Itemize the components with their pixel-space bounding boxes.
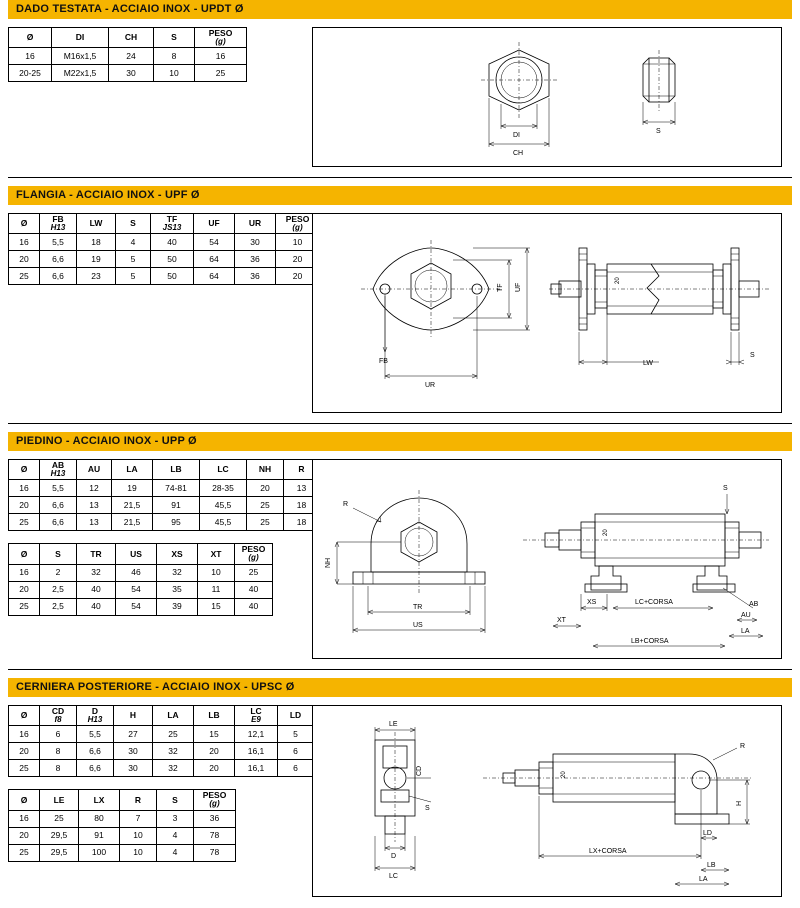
cell: 20: [9, 743, 40, 760]
col-head-sub: E9: [251, 714, 261, 724]
table-row: [9, 48, 247, 65]
table-row: [9, 564, 273, 581]
cell: 27: [114, 726, 153, 743]
dim-label-LA: LA: [741, 628, 750, 635]
col-head-main: CD: [51, 706, 65, 716]
tables-cerniera: [8, 697, 308, 862]
cell: 18: [284, 514, 320, 531]
cell: 16,1: [235, 743, 278, 760]
dim-label-D: D: [391, 853, 397, 860]
cell: 91: [153, 497, 200, 514]
col-head: R: [284, 460, 320, 480]
cell: 6,6: [40, 268, 77, 285]
cell: 19: [112, 480, 153, 497]
dim-label-S: S: [425, 805, 430, 812]
cell: 29,5: [40, 827, 79, 844]
cell: 3: [157, 810, 194, 827]
cell: 20: [9, 827, 40, 844]
table-row: [9, 810, 236, 827]
dim-label-UR: UR: [425, 382, 436, 389]
cell: 13: [77, 514, 112, 531]
col-head: LD: [278, 706, 314, 726]
cell: 23: [77, 268, 116, 285]
col-head-sub: H13: [87, 714, 103, 724]
col-head-sub: JS13: [162, 222, 182, 232]
col-head-main: AB: [51, 460, 65, 470]
col-head: H: [114, 706, 153, 726]
col-head-sub: (g): [292, 222, 303, 232]
dim-label-LB-CORSA: LB+CORSA: [631, 638, 669, 645]
table-row: [9, 514, 320, 531]
figure-dado-testata: [308, 19, 792, 167]
cell: 25: [40, 810, 79, 827]
cell: 78: [194, 827, 236, 844]
col-head-main: D: [91, 706, 99, 716]
col-head-main: PESO: [241, 544, 266, 555]
cell: 10: [276, 234, 320, 251]
dim-label-H: H: [736, 800, 743, 806]
cell: 29,5: [40, 844, 79, 861]
spec-table-2: [8, 543, 273, 615]
cell: 25: [235, 564, 273, 581]
cell: 40: [77, 581, 116, 598]
col-head: LB: [153, 460, 200, 480]
cell: 6: [40, 726, 77, 743]
table-row: [9, 760, 314, 777]
table-header-row: [9, 28, 247, 48]
cell: 64: [194, 251, 235, 268]
cell: 5,5: [40, 234, 77, 251]
dim-label-UF: UF: [515, 282, 522, 292]
col-head: [151, 214, 194, 234]
table-header-row: [9, 544, 273, 564]
dim-label-bore: 20: [561, 771, 567, 778]
cell: 30: [114, 760, 153, 777]
figure-flangia: [308, 205, 792, 413]
table-row: [9, 251, 320, 268]
table-row: [9, 268, 320, 285]
figure-piedino: [308, 451, 792, 659]
col-head: LB: [194, 706, 235, 726]
cell: 95: [153, 514, 200, 531]
figure-cerniera: [308, 697, 792, 897]
dim-label-S: S: [750, 352, 755, 359]
col-head: UR: [235, 214, 276, 234]
cell: 54: [116, 581, 157, 598]
col-head: LX: [79, 790, 120, 810]
cell: 40: [235, 581, 273, 598]
cell: 10: [120, 844, 157, 861]
col-head: US: [116, 544, 157, 564]
section-cerniera-posteriore: [8, 678, 792, 897]
cell: 15: [198, 598, 235, 615]
cell: 5: [116, 268, 151, 285]
col-head: S: [154, 28, 195, 48]
tables-dado-testata: [8, 19, 308, 82]
cell: 46: [116, 564, 157, 581]
dim-label-CD: CD: [416, 765, 423, 776]
col-head: LA: [112, 460, 153, 480]
cell: 50: [151, 268, 194, 285]
table-header-row: [9, 790, 236, 810]
cell: 25: [9, 760, 40, 777]
col-head-sub: (g): [248, 553, 259, 563]
drawing-cerniera: [313, 706, 781, 896]
cell: 91: [79, 827, 120, 844]
col-head-sub: f8: [54, 714, 62, 724]
table-row: [9, 743, 314, 760]
cell: 39: [157, 598, 198, 615]
col-head: [194, 790, 236, 810]
cell: 6: [278, 743, 314, 760]
cell: 30: [235, 234, 276, 251]
section-title-cerniera: CERNIERA POSTERIORE - ACCIAIO INOX - UPSC Ø: [8, 678, 792, 697]
dim-label-LE: LE: [389, 721, 398, 728]
section-title-piedino: PIEDINO - ACCIAIO INOX - UPP Ø: [8, 432, 792, 451]
dim-label-NH: NH: [325, 557, 332, 568]
cell: 12: [77, 480, 112, 497]
col-head-main: PESO: [285, 214, 310, 224]
col-head: UF: [194, 214, 235, 234]
spec-table: [8, 27, 247, 82]
cell: 20: [9, 251, 40, 268]
tables-piedino: [8, 451, 308, 616]
table-row: [9, 234, 320, 251]
table-header-row: [9, 460, 320, 480]
col-head: [40, 460, 77, 480]
cell: 100: [79, 844, 120, 861]
cell: 5,5: [77, 726, 114, 743]
col-head: LW: [77, 214, 116, 234]
col-head: Ø: [9, 544, 40, 564]
col-head: XT: [198, 544, 235, 564]
divider: [8, 669, 792, 670]
col-head: [235, 544, 273, 564]
table-row: [9, 65, 247, 82]
cell: 32: [157, 564, 198, 581]
dim-label-LC-CORSA: LC+CORSA: [635, 599, 673, 606]
dim-label-AU: AU: [741, 612, 751, 619]
drawing-flangia: [313, 214, 781, 412]
cell: 20: [276, 268, 320, 285]
cell: 6: [278, 760, 314, 777]
dim-label-LD: LD: [703, 830, 712, 837]
cell: 50: [151, 251, 194, 268]
table-row: [9, 726, 314, 743]
cell: 35: [157, 581, 198, 598]
table-row: [9, 844, 236, 861]
cell: 30: [114, 743, 153, 760]
cell: 25: [9, 844, 40, 861]
cell: 16: [9, 48, 52, 65]
cell: 16,1: [235, 760, 278, 777]
cell: 25: [9, 514, 40, 531]
cell: M22x1,5: [52, 65, 109, 82]
cell: 36: [235, 268, 276, 285]
cell: 16: [195, 48, 247, 65]
col-head-main: PESO: [202, 790, 227, 801]
cell: 6,6: [40, 497, 77, 514]
cell: 20: [194, 760, 235, 777]
col-head-main: PESO: [208, 28, 233, 38]
cell: 36: [194, 810, 236, 827]
spec-table: [8, 213, 320, 285]
cell: 45,5: [200, 514, 247, 531]
table-row: [9, 581, 273, 598]
cell: 11: [198, 581, 235, 598]
col-head: NH: [247, 460, 284, 480]
col-head: Ø: [9, 790, 40, 810]
cell: 4: [157, 844, 194, 861]
cell: 74-81: [153, 480, 200, 497]
cell: 10: [120, 827, 157, 844]
col-head: Ø: [9, 28, 52, 48]
section-piedino: [8, 432, 792, 669]
table-header-row: [9, 706, 314, 726]
cell: 25: [9, 268, 40, 285]
cell: 80: [79, 810, 120, 827]
cell: 16: [9, 810, 40, 827]
dim-label-R: R: [343, 501, 349, 508]
cell: 32: [153, 743, 194, 760]
dim-label-LW: LW: [643, 360, 653, 367]
cell: 25: [195, 65, 247, 82]
cell: 24: [109, 48, 154, 65]
cell: 12,1: [235, 726, 278, 743]
divider: [8, 423, 792, 424]
cell: 5: [278, 726, 314, 743]
col-head: [77, 706, 114, 726]
dim-label-LB: LB: [707, 862, 716, 869]
cell: 40: [235, 598, 273, 615]
cell: 16: [9, 726, 40, 743]
cell: 19: [77, 251, 116, 268]
cell: 4: [157, 827, 194, 844]
dim-label-CH: CH: [513, 150, 524, 157]
col-head: [40, 706, 77, 726]
section-flangia: [8, 186, 792, 423]
drawing-piedino: [313, 460, 781, 658]
table-row: [9, 497, 320, 514]
col-head: LE: [40, 790, 79, 810]
cell: 64: [194, 268, 235, 285]
dim-label-bore: 20: [615, 277, 621, 284]
dim-label-S: S: [656, 128, 661, 135]
dim-label-LC: LC: [389, 873, 398, 880]
cell: 5: [116, 251, 151, 268]
cell: 54: [116, 598, 157, 615]
table-row: [9, 827, 236, 844]
dim-label-LA: LA: [699, 876, 708, 883]
cell: 36: [235, 251, 276, 268]
dim-label-TF: TF: [497, 283, 504, 292]
cell: 8: [40, 760, 77, 777]
dim-label-bore: 20: [603, 529, 609, 536]
cell: 28-35: [200, 480, 247, 497]
divider: [8, 177, 792, 178]
col-head: LC: [200, 460, 247, 480]
cell: 10: [154, 65, 195, 82]
cell: 5,5: [40, 480, 77, 497]
cell: 6,6: [77, 760, 114, 777]
col-head-main: FB: [52, 214, 64, 224]
cell: 18: [284, 497, 320, 514]
cell: 20: [194, 743, 235, 760]
cell: 13: [77, 497, 112, 514]
tables-flangia: [8, 205, 308, 285]
cell: 32: [153, 760, 194, 777]
cell: 40: [77, 598, 116, 615]
cell: 32: [77, 564, 116, 581]
dim-label-LX-CORSA: LX+CORSA: [589, 848, 627, 855]
dim-label-FB: FB: [379, 358, 388, 365]
col-head: TR: [77, 544, 116, 564]
col-head-main: LC: [250, 706, 262, 716]
section-title-dado-testata: DADO TESTATA - ACCIAIO INOX - UPDT Ø: [8, 0, 792, 19]
section-title-flangia: FLANGIA - ACCIAIO INOX - UPF Ø: [8, 186, 792, 205]
col-head: R: [120, 790, 157, 810]
cell: 10: [198, 564, 235, 581]
col-head: Ø: [9, 706, 40, 726]
cell: 6,6: [40, 514, 77, 531]
dim-label-US: US: [413, 622, 423, 629]
col-head: LA: [153, 706, 194, 726]
cell: 25: [247, 514, 284, 531]
cell: 2,5: [40, 598, 77, 615]
dim-label-S: S: [723, 485, 728, 492]
dim-label-TR: TR: [413, 604, 423, 611]
dim-label-XS: XS: [587, 599, 597, 606]
cell: 8: [40, 743, 77, 760]
cell: 21,5: [112, 514, 153, 531]
cell: 2,5: [40, 581, 77, 598]
col-head-sub: (g): [209, 799, 220, 809]
cell: 16: [9, 480, 40, 497]
spec-table: [8, 705, 314, 777]
dim-label-DI: DI: [513, 132, 520, 139]
cell: 15: [194, 726, 235, 743]
cell: 20: [9, 497, 40, 514]
col-head: S: [40, 544, 77, 564]
col-head: [40, 214, 77, 234]
table-header-row: [9, 214, 320, 234]
cell: 6,6: [77, 743, 114, 760]
cell: 25: [9, 598, 40, 615]
cell: 20: [276, 251, 320, 268]
col-head: [235, 706, 278, 726]
section-dado-testata: [8, 0, 792, 177]
col-head: S: [116, 214, 151, 234]
cell: 6,6: [40, 251, 77, 268]
cell: 2: [40, 564, 77, 581]
col-head-sub: (g): [215, 36, 226, 46]
spec-table-2: [8, 789, 236, 861]
spec-table: [8, 459, 320, 531]
cell: 20: [247, 480, 284, 497]
cell: 20-25: [9, 65, 52, 82]
dim-label-XT: XT: [557, 617, 566, 624]
col-head-sub: H13: [50, 222, 66, 232]
cell: 25: [247, 497, 284, 514]
col-head: AU: [77, 460, 112, 480]
col-head: CH: [109, 28, 154, 48]
col-head: XS: [157, 544, 198, 564]
cell: 30: [109, 65, 154, 82]
cell: 8: [154, 48, 195, 65]
dim-label-R: R: [740, 743, 746, 750]
cell: 18: [77, 234, 116, 251]
cell: 20: [9, 581, 40, 598]
table-row: [9, 598, 273, 615]
cell: 7: [120, 810, 157, 827]
drawing-dado-testata: [313, 28, 781, 166]
cell: 25: [153, 726, 194, 743]
col-head: [195, 28, 247, 48]
cell: 4: [116, 234, 151, 251]
cell: 40: [151, 234, 194, 251]
col-head: Ø: [9, 214, 40, 234]
table-row: [9, 480, 320, 497]
cell: 45,5: [200, 497, 247, 514]
cell: M16x1,5: [52, 48, 109, 65]
col-head: DI: [52, 28, 109, 48]
dim-label-AB: AB: [749, 601, 759, 608]
cell: 16: [9, 564, 40, 581]
col-head: S: [157, 790, 194, 810]
col-head-main: TF: [166, 214, 178, 224]
cell: 54: [194, 234, 235, 251]
col-head: Ø: [9, 460, 40, 480]
cell: 13: [284, 480, 320, 497]
cell: 16: [9, 234, 40, 251]
cell: 78: [194, 844, 236, 861]
cell: 21,5: [112, 497, 153, 514]
col-head-sub: H13: [50, 468, 66, 478]
